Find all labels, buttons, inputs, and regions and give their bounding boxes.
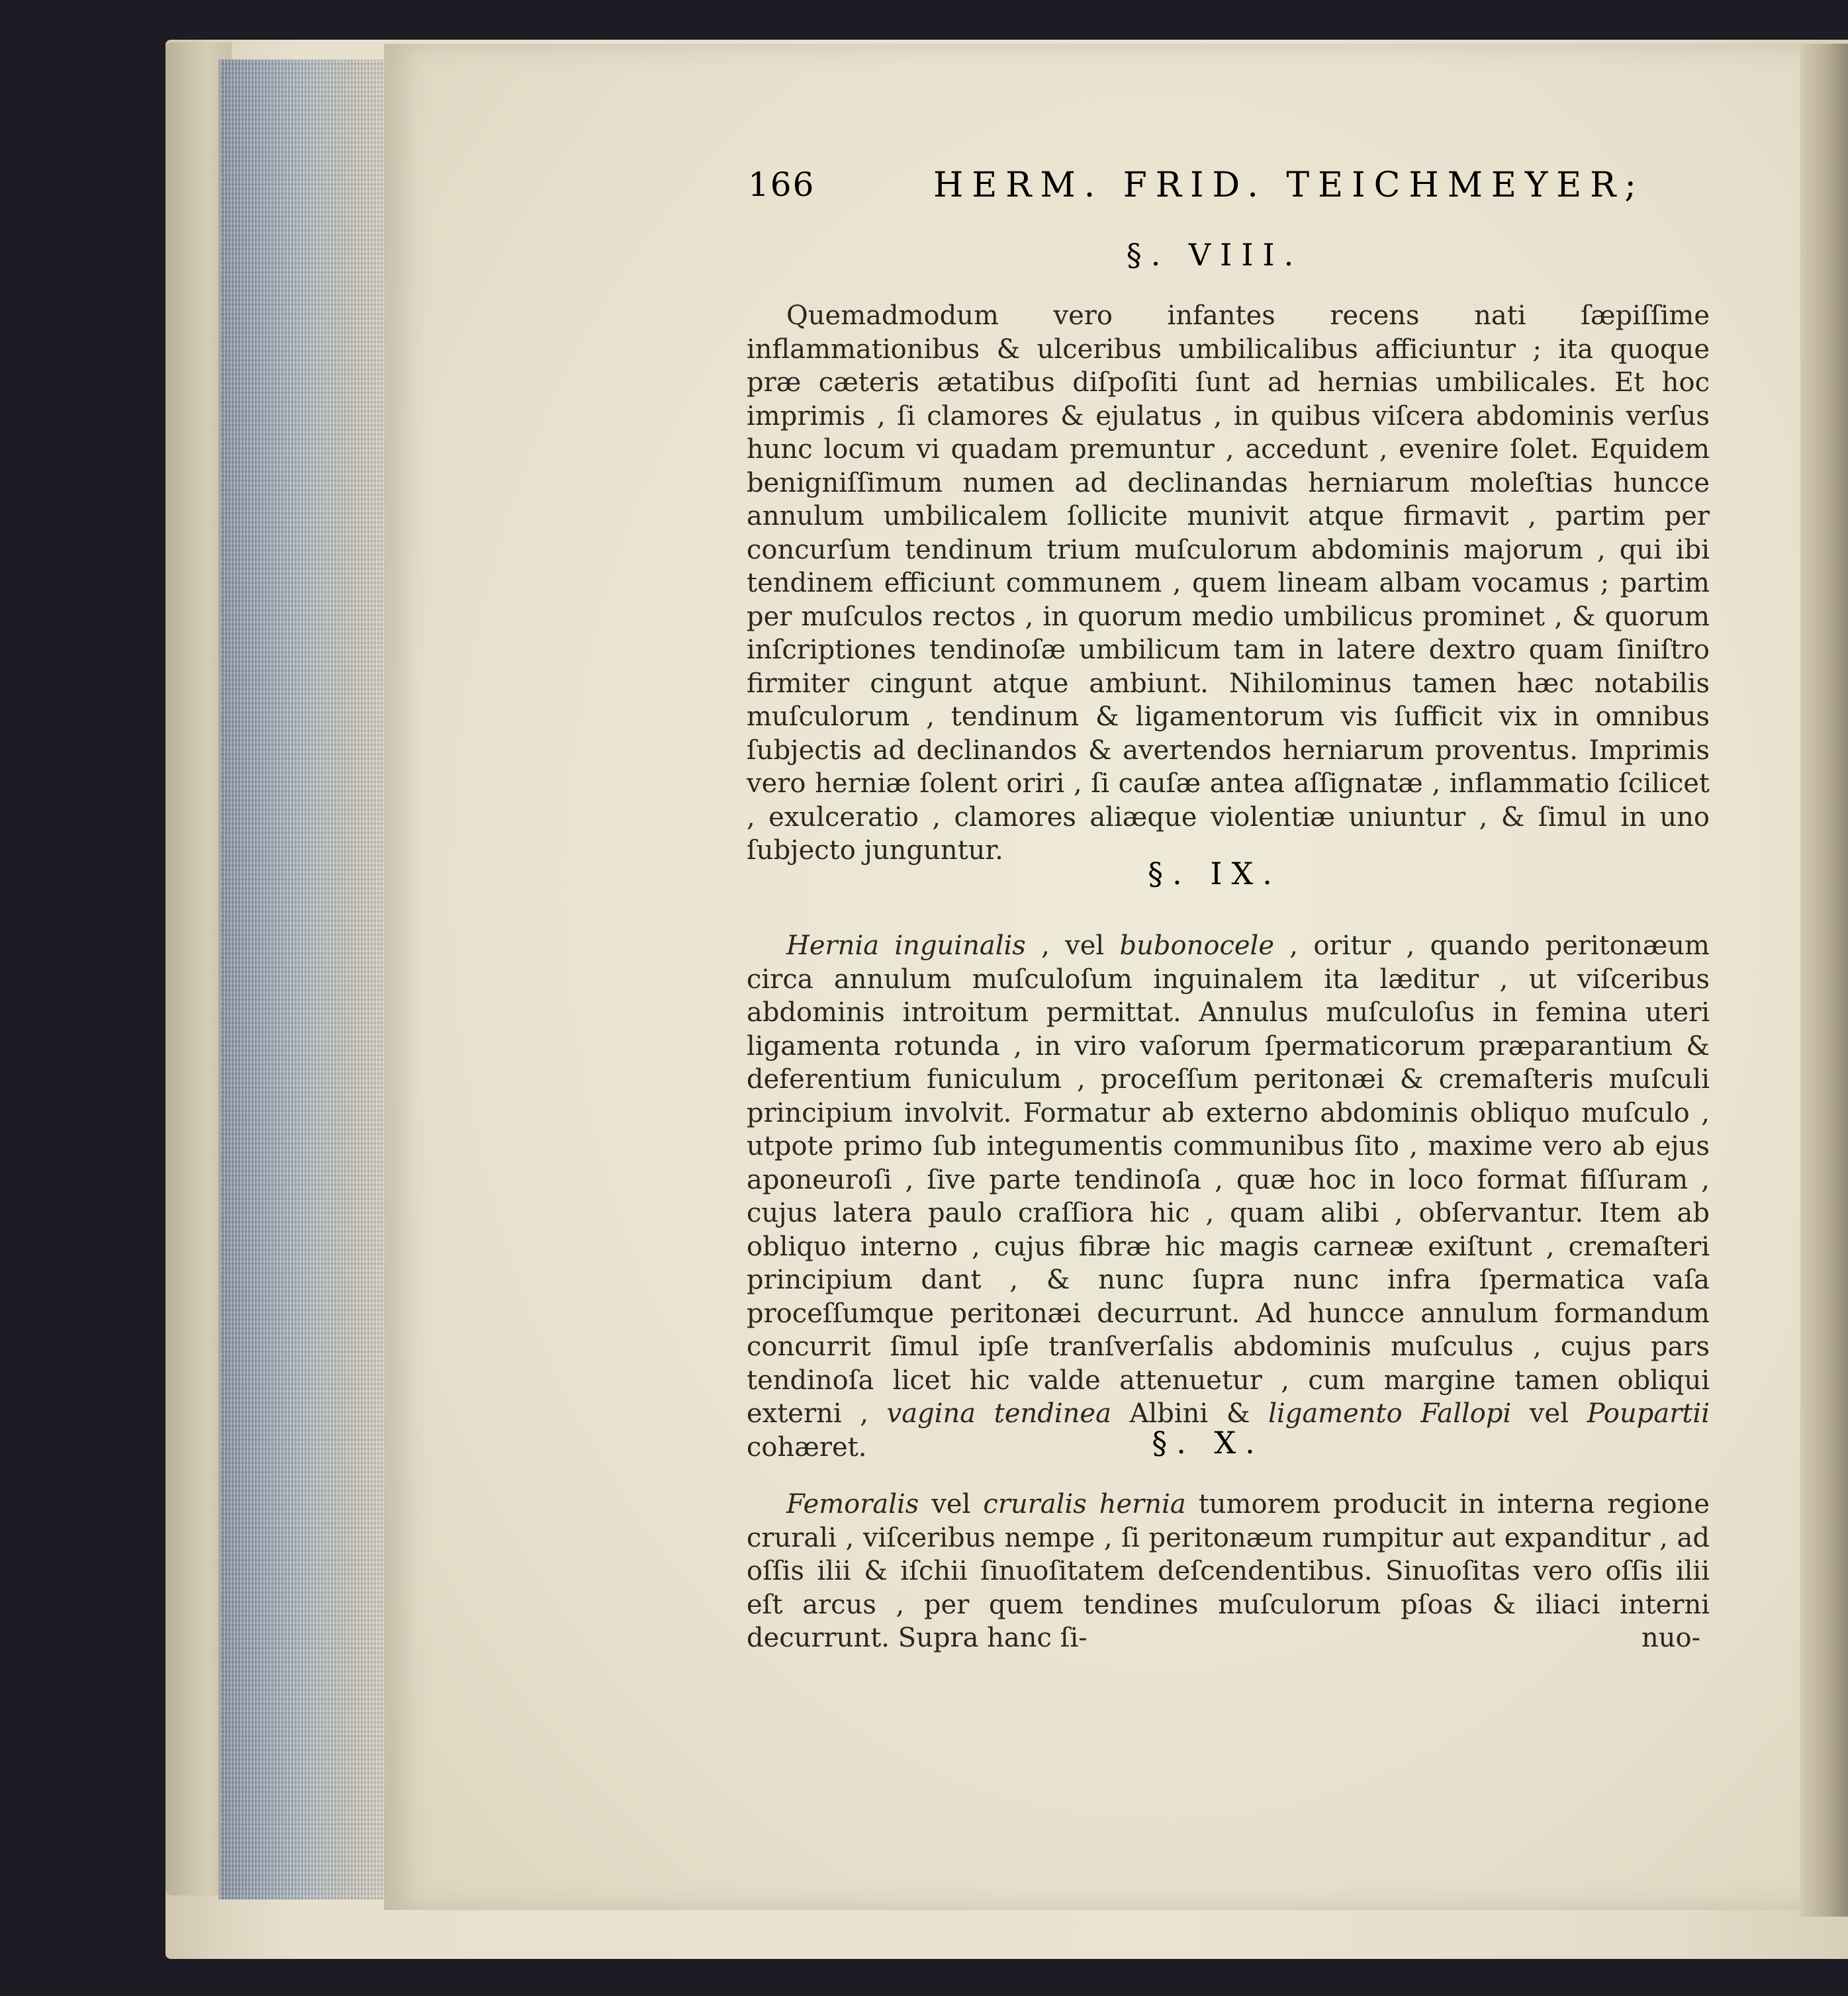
running-title: HERM. FRID. TEICHMEYER;	[933, 165, 1645, 205]
section-heading-viii: §. VIII.	[1126, 237, 1303, 273]
section-viii-paragraph	[747, 299, 1710, 868]
text-run: Albini &	[1111, 1398, 1269, 1429]
italic-text-run: Poupartii	[1587, 1398, 1710, 1429]
text-run: Quemadmodum vero infantes recens nati ſæpiſſime inflammationibus & ulceribus umbilicalibus afficiuntur ; ita quoque præ cæteris ætatibus diſpoſiti ſunt ad hernias umbilicales. Et hoc imprimis , ſi clamores & ejulatus , in quibus viſcera abdominis verſus hunc locum vi quadam premuntur , accedunt , evenire ſolet. Equidem benigniſſimum numen ad declinandas herniarum moleſtias huncce annulum umbilicalem ſollicite munivit atque firmavit , partim per concurſum tendinum trium muſculorum abdominis majorum , qui ibi tendinem efficiunt communem , quem lineam albam vocamus ; partim per muſculos rectos , in quorum medio umbilicus prominet , & quorum inſcriptiones tendinoſæ umbilicum tam in latere dextro quam ſiniſtro firmiter cingunt atque ambiunt. Nihilominus tamen hæc notabilis muſculorum , tendinum & ligamentorum vis ſufficit vix in omnibus ſubjectis ad declinandos & avertendos herniarum proventus. Imprimis vero herniæ ſolent oriri , ſi cauſæ antea aſſignatæ , inflammatio ſcilicet , exulceratio , clamores aliæque violentiæ uniuntur , & ſimul in uno ſubjecto junguntur.	[747, 300, 1710, 866]
italic-text-run: ligamento Fallopi	[1268, 1398, 1512, 1429]
italic-text-run: vagina tendinea	[886, 1398, 1111, 1429]
catchword: nuo-	[1641, 1623, 1701, 1653]
page-number: 166	[748, 165, 815, 204]
text-run: vel	[1511, 1398, 1587, 1429]
text-run: , oritur , quando peritonæum circa annulum muſculoſum inguinalem ita læditur , ut viſceribus abdominis introitum permittat. Annulus muſculoſus in femina uteri ligamenta rotunda , in viro vaſorum ſpermaticorum præparantium & deferentium funiculum , proceſſum peritonæi & cremaſteris muſculi principium involvit. Formatur ab externo abdominis obliquo muſculo , utpote primo ſub integumentis communibus ſito , maxime vero ab ejus aponeuroſi , ſive parte tendinoſa , quæ hoc in loco format fiſſuram , cujus latera paulo craſſiora hic , quam alibi , obſervantur. Item ab obliquo interno , cujus fibræ hic magis carneæ exiſtunt , cremaſteri principium dant , & nunc ſupra nunc infra ſpermatica vaſa proceſſumque peritonæi decurrunt. Ad huncce annulum formandum concurrit ſimul ipſe tranſverſalis abdominis muſculus , cujus pars tendinoſa licet hic valde attenuetur , cum margine tamen obliqui externi ,	[747, 930, 1710, 1429]
text-run: vel	[919, 1489, 984, 1520]
section-heading-x: §. X.	[1152, 1425, 1264, 1461]
italic-text-run: Femoralis	[786, 1489, 919, 1520]
page-stack-edge	[218, 60, 386, 1899]
section-ix-paragraph	[747, 929, 1710, 1464]
section-x-paragraph	[747, 1488, 1710, 1655]
text-run: , vel	[1025, 930, 1120, 961]
italic-text-run: Hernia inguinalis	[786, 930, 1026, 961]
text-run: tumorem producit in interna regione crurali , viſceribus nempe , ſi peritonæum rumpitur aut expanditur , ad oſſis ilii & iſchii ſinuoſitatem deſcendentibus. Sinuoſitas vero oſſis ilii eſt arcus , per quem tendines muſculorum pſoas & iliaci interni decurrunt. Supra hanc ſi-	[747, 1489, 1710, 1653]
page-gutter	[1800, 44, 1848, 1917]
text-run: cohæret.	[747, 1431, 867, 1463]
italic-text-run: cruralis hernia	[983, 1489, 1186, 1520]
section-heading-ix: §. IX.	[1148, 856, 1281, 891]
italic-text-run: bubonocele	[1119, 930, 1274, 961]
running-head	[748, 165, 1714, 218]
